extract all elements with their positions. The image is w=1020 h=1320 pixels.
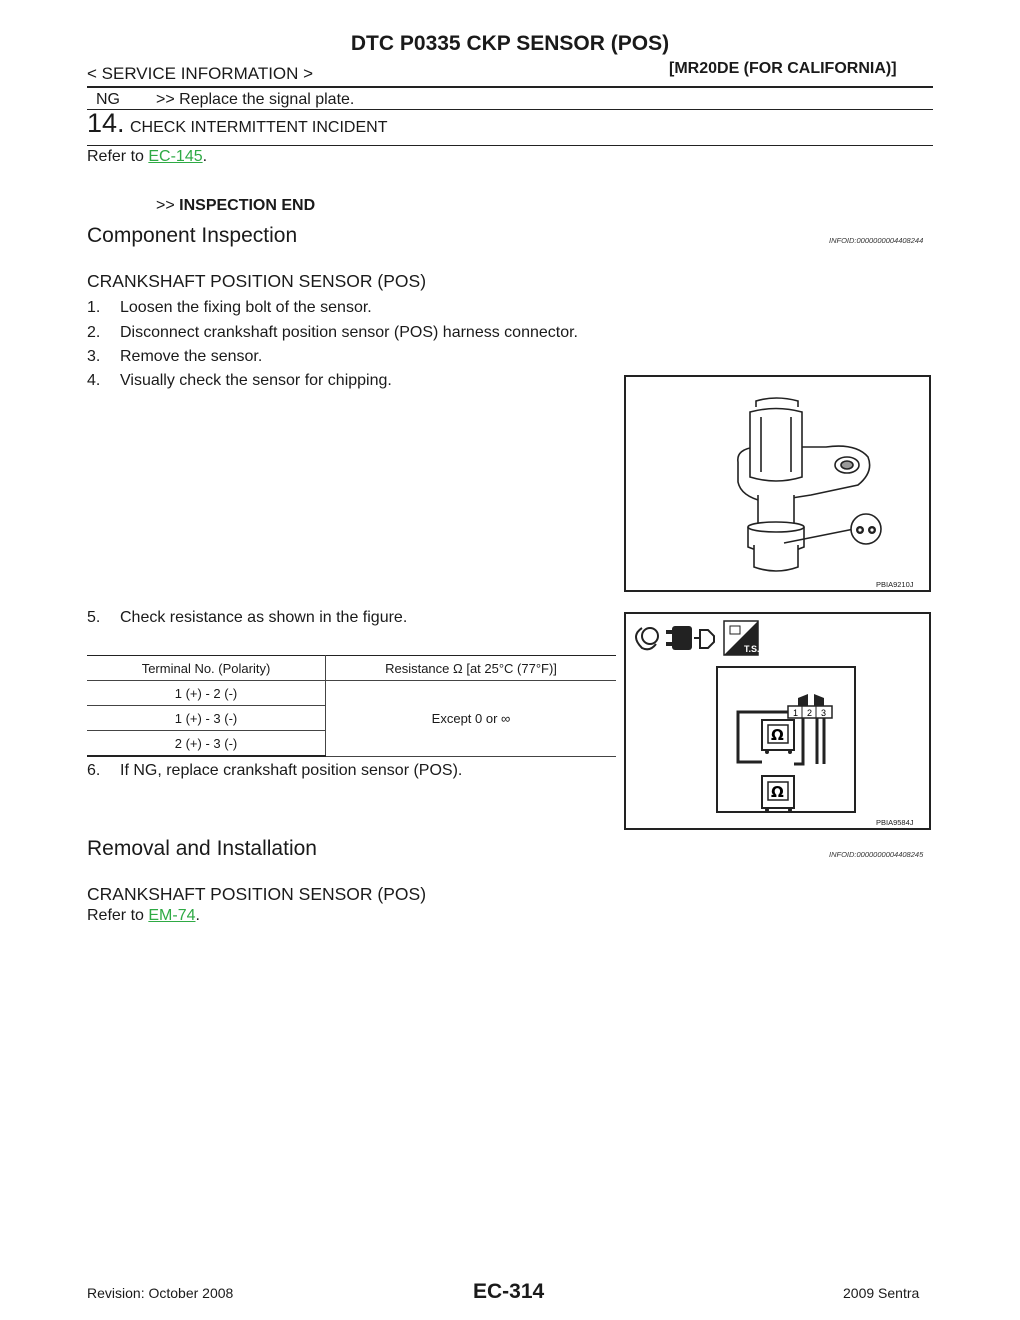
sensor-figure — [624, 375, 931, 592]
ohm-symbol: Ω — [771, 783, 784, 801]
crankshaft-sensor-illustration — [626, 377, 929, 590]
em-74-link[interactable]: EM-74 — [148, 907, 196, 924]
step-number: 14. — [87, 108, 125, 138]
column-header: Resistance Ω [at 25°C (77°F)] — [326, 656, 617, 681]
component-inspection-heading: Component Inspection — [87, 224, 298, 247]
terminal-label: 1 — [793, 708, 799, 718]
step-divider-bottom — [87, 145, 933, 146]
step-text: Visually check the sensor for chipping. — [120, 372, 392, 389]
ng-label: NG — [96, 91, 120, 108]
resistance-circuit-diagram — [626, 614, 929, 828]
column-header: Terminal No. (Polarity) — [87, 656, 326, 681]
inspection-end: >> INSPECTION END — [156, 197, 316, 214]
model-label: [MR20DE (FOR CALIFORNIA)] — [669, 60, 897, 77]
vehicle-model: 2009 Sentra — [843, 1285, 920, 1301]
page-title: DTC P0335 CKP SENSOR (POS) — [350, 32, 670, 55]
resistance-table — [87, 655, 616, 757]
refer-line: Refer to EC-145. — [87, 148, 208, 165]
resistance-cell: Except 0 or ∞ — [326, 681, 617, 757]
ec-145-link[interactable]: EC-145 — [148, 148, 203, 165]
terminal-cell: 1 (+) - 2 (-) — [87, 681, 326, 706]
removal-subheading: CRANKSHAFT POSITION SENSOR (POS) — [87, 884, 427, 904]
table-header-row — [87, 656, 616, 681]
figure-code: PBIA9210J — [876, 580, 914, 589]
revision-date: Revision: October 2008 — [87, 1285, 234, 1301]
step-num: 3. — [87, 348, 101, 365]
resistance-figure — [624, 612, 931, 830]
step-title: CHECK INTERMITTENT INCIDENT — [130, 119, 388, 136]
table-row — [87, 681, 616, 706]
page-number: EC-314 — [473, 1280, 545, 1303]
step-num: 4. — [87, 372, 101, 389]
step-num: 1. — [87, 299, 101, 316]
step-text: Disconnect crankshaft position sensor (POS) harness connector. — [120, 324, 578, 341]
terminal-label: 3 — [821, 708, 827, 718]
crankshaft-subheading: CRANKSHAFT POSITION SENSOR (POS) — [87, 271, 427, 291]
step-text: Check resistance as shown in the figure. — [120, 609, 408, 626]
section-breadcrumb: < SERVICE INFORMATION > — [87, 64, 314, 83]
terminal-cell: 2 (+) - 3 (-) — [87, 731, 326, 757]
terminal-label: 2 — [807, 708, 813, 718]
step-num: 6. — [87, 762, 101, 779]
terminal-cell: 1 (+) - 3 (-) — [87, 706, 326, 731]
infoid-component: INFOID:0000000004408244 — [829, 236, 924, 245]
removal-heading: Removal and Installation — [87, 837, 317, 860]
step-divider-top — [87, 109, 933, 110]
step-num: 5. — [87, 609, 101, 626]
header-divider — [87, 86, 933, 88]
step-text: If NG, replace crankshaft position sensor (POS). — [120, 762, 463, 779]
infoid-removal: INFOID:0000000004408245 — [829, 850, 924, 859]
refer-line: Refer to EM-74. — [87, 907, 200, 924]
step-text: Loosen the fixing bolt of the sensor. — [120, 299, 372, 316]
step-num: 2. — [87, 324, 101, 341]
ng-action: >> Replace the signal plate. — [156, 91, 355, 108]
ohm-symbol: Ω — [771, 726, 784, 744]
ts-label: T.S. — [744, 644, 760, 654]
figure-code: PBIA9584J — [876, 818, 914, 827]
step-text: Remove the sensor. — [120, 348, 263, 365]
